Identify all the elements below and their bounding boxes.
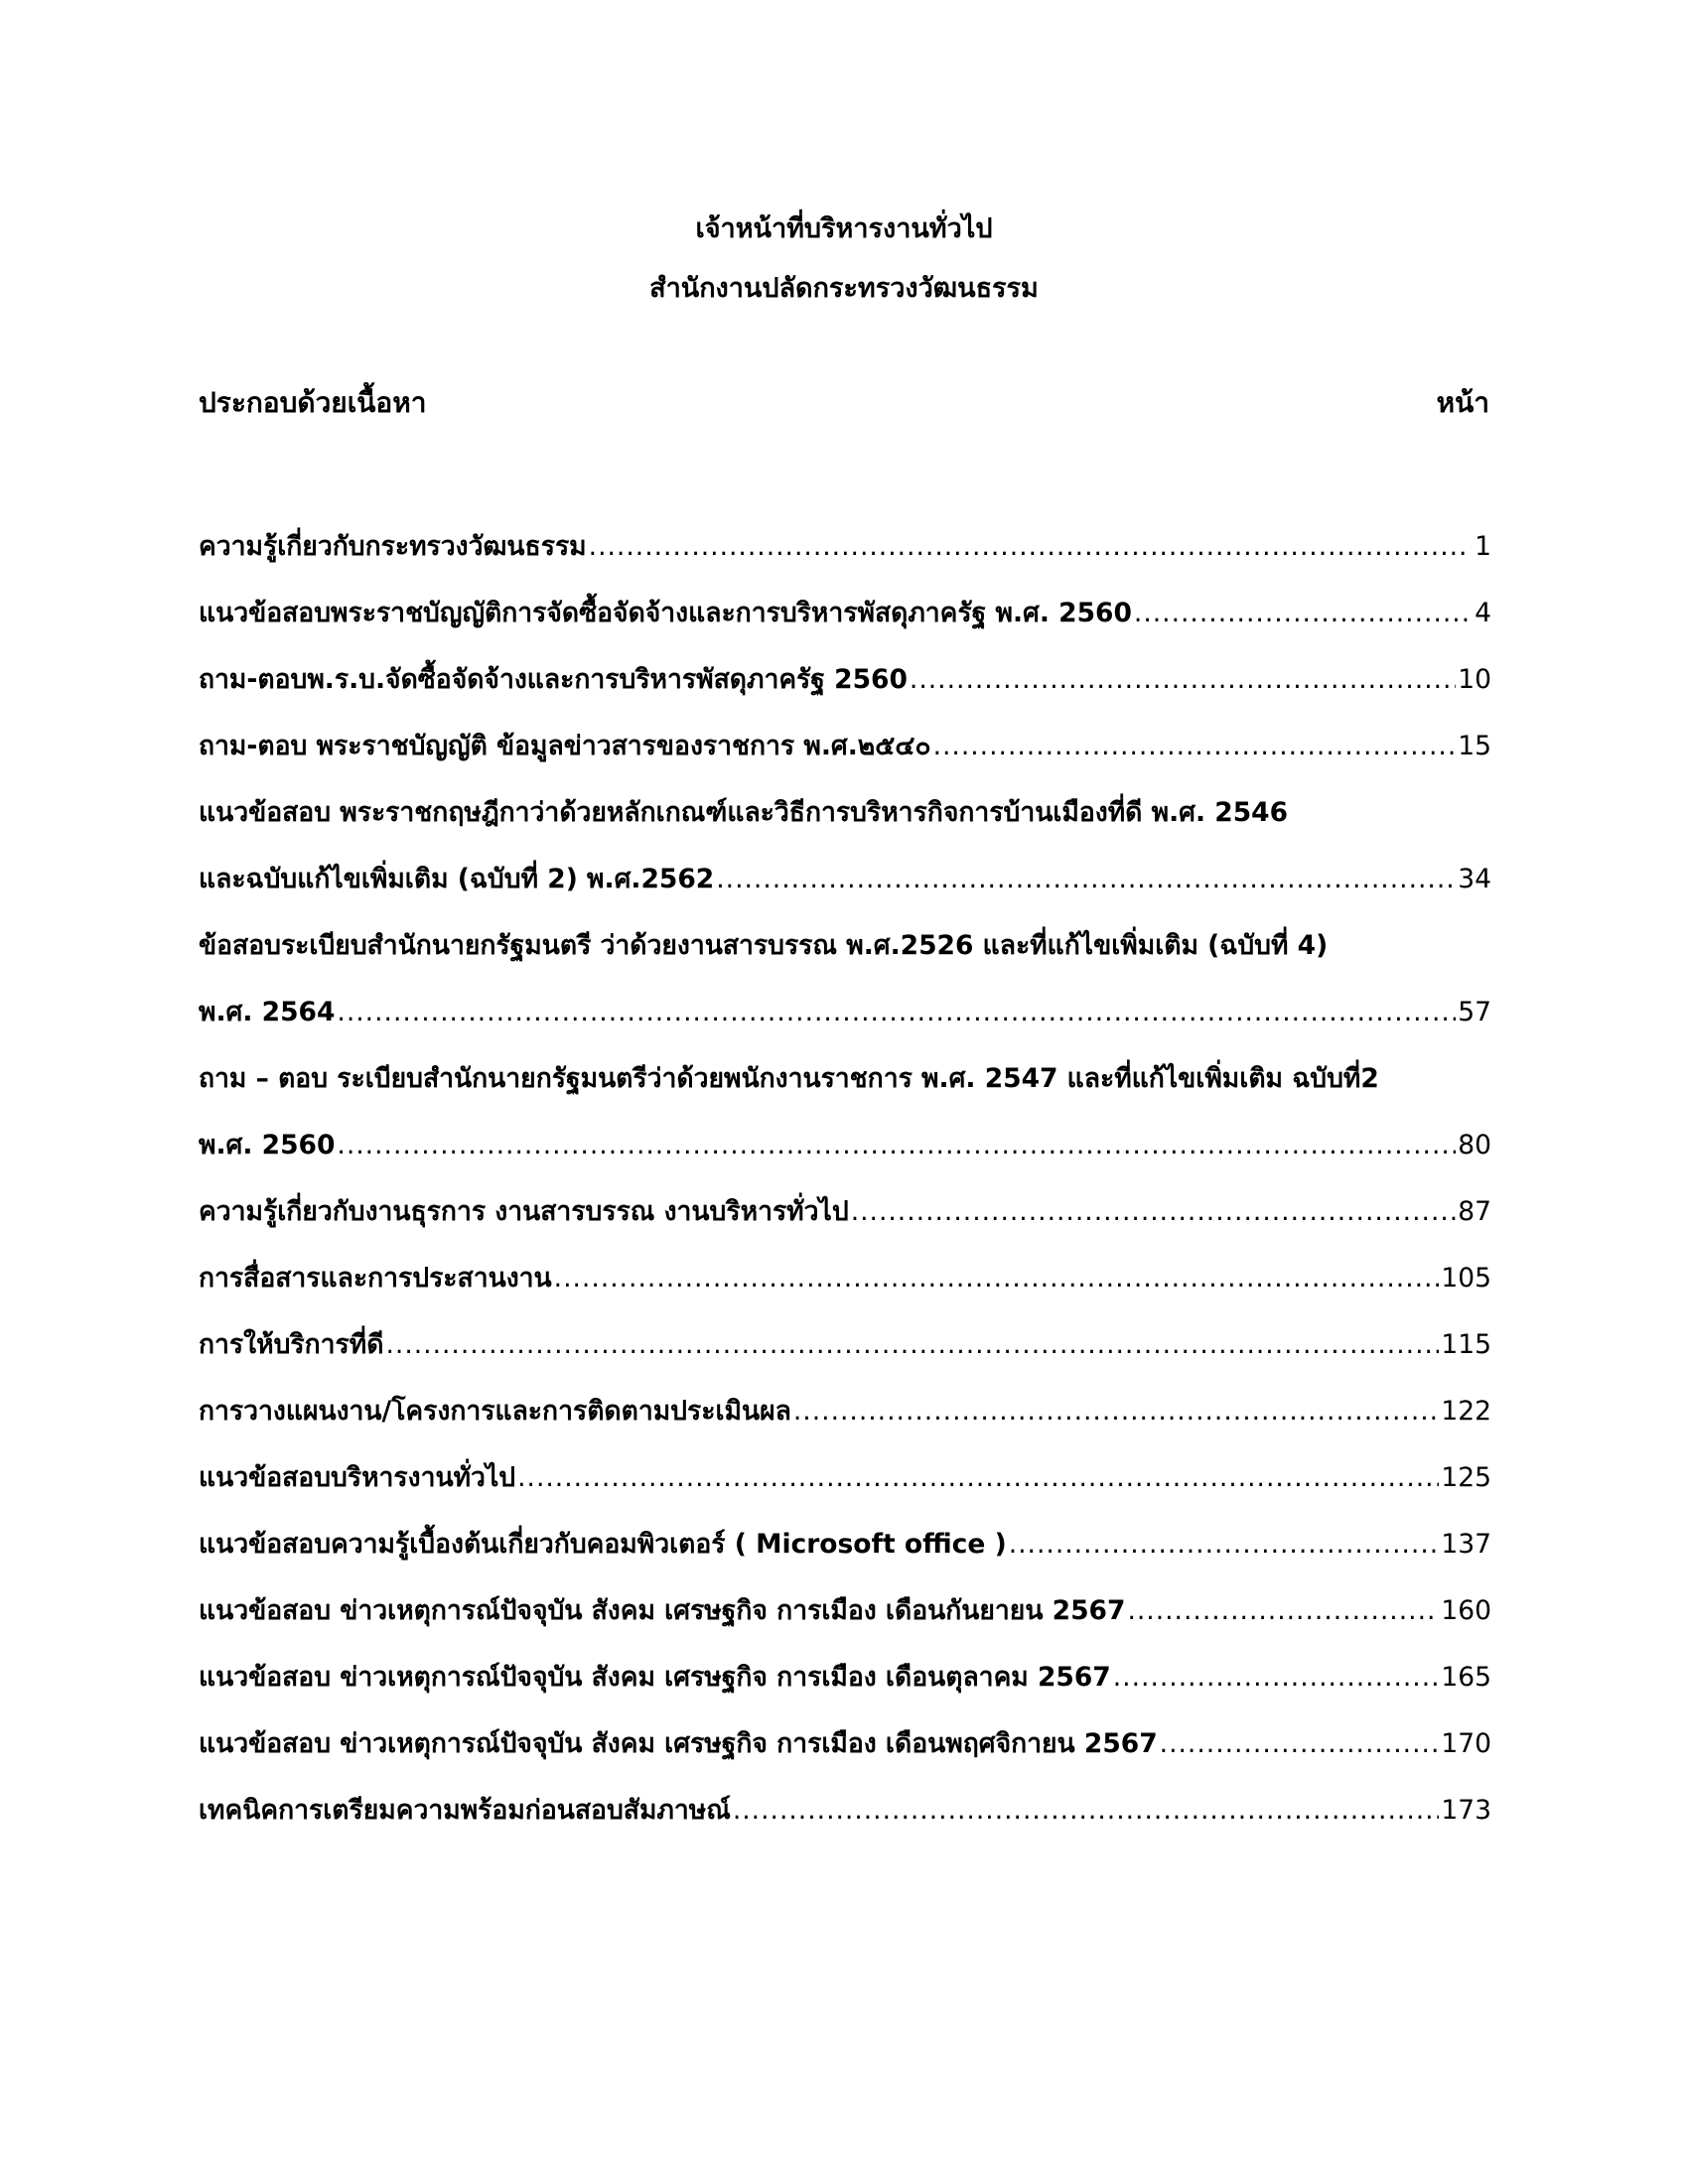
toc-entry-text: เทคนิคการเตรียมความพร้อมก่อนสอบสัมภาษณ์: [199, 1795, 731, 1827]
toc-entry[interactable]: [199, 829, 1491, 895]
dot-leader: [851, 1196, 1457, 1228]
toc-entry-text: แนวข้อสอบ ข่าวเหตุการณ์ปัจจุบัน สังคม เศรษฐกิจ การเมือง เดือนตุลาคม 2567: [199, 1662, 1111, 1694]
toc-entry[interactable]: [199, 1161, 1491, 1228]
toc-entry-text: ข้อสอบระเบียบสำนักนายกรัฐมนตรี ว่าด้วยงานสารบรรณ พ.ศ.2526 และที่แก้ไขเพิ่มเติม (ฉบับที่ 4): [199, 930, 1329, 962]
toc-entry-page: 34: [1458, 864, 1491, 895]
toc-entry[interactable]: [199, 1295, 1491, 1361]
toc-entry-wrapped-line[interactable]: [199, 895, 1491, 962]
toc-entry-page: 80: [1458, 1130, 1491, 1161]
dot-leader: [933, 731, 1457, 762]
toc-entry-text: แนวข้อสอบ ข่าวเหตุการณ์ปัจจุบัน สังคม เศรษฐกิจ การเมือง เดือนกันยายน 2567: [199, 1595, 1126, 1627]
dot-leader: [716, 864, 1456, 895]
toc-entry-text: ความรู้เกี่ยวกับงานธุรการ งานสารบรรณ งานบริหารทั่วไป: [199, 1196, 849, 1228]
toc-entry-page: 125: [1441, 1462, 1491, 1494]
dot-leader: [385, 1329, 1439, 1361]
dot-leader: [554, 1263, 1440, 1295]
toc-entry-page: 170: [1441, 1728, 1491, 1760]
toc-entry-text: ถาม-ตอบพ.ร.บ.จัดซื้อจัดจ้างและการบริหารพัสดุภาครัฐ 2560: [199, 664, 908, 696]
toc-entry-text: การสื่อสารและการประสานงาน: [199, 1263, 552, 1295]
toc-entry[interactable]: [199, 962, 1491, 1028]
toc-entry[interactable]: [199, 629, 1491, 696]
toc-entry[interactable]: [199, 1228, 1491, 1295]
toc-entry-text: การให้บริการที่ดี: [199, 1329, 384, 1361]
toc-entry-page: 160: [1441, 1595, 1491, 1627]
toc-entry-page: 57: [1458, 997, 1491, 1028]
toc-entry-text: พ.ศ. 2564: [199, 997, 336, 1028]
toc-entry[interactable]: [199, 1494, 1491, 1561]
dot-leader: [910, 664, 1456, 696]
toc-entry[interactable]: [199, 1361, 1491, 1428]
toc-entry-text: แนวข้อสอบพระราชบัญญัติการจัดซื้อจัดจ้างและการบริหารพัสดุภาครัฐ พ.ศ. 2560: [199, 598, 1132, 629]
toc-entry[interactable]: [199, 1760, 1491, 1827]
toc-entry-text: แนวข้อสอบบริหารงานทั่วไป: [199, 1462, 516, 1494]
dot-leader: [1113, 1662, 1440, 1694]
toc-entry[interactable]: [199, 1095, 1491, 1161]
toc-entry-page: 15: [1458, 731, 1491, 762]
toc-entry-text: ถาม – ตอบ ระเบียบสำนักนายกรัฐมนตรีว่าด้วยพนักงานราชการ พ.ศ. 2547 และที่แก้ไขเพิ่มเติม ฉบับที่2: [199, 1063, 1379, 1095]
toc-entry-text: แนวข้อสอบความรู้เบื้องต้นเกี่ยวกับคอมพิวเตอร์ ( Microsoft office ): [199, 1529, 1007, 1561]
contents-heading: ประกอบด้วยเนื้อหา: [199, 386, 427, 419]
dot-leader: [1009, 1529, 1440, 1561]
toc-entry-text: การวางแผนงาน/โครงการและการติดตามประเมินผล: [199, 1396, 791, 1428]
toc-entry-wrapped-line[interactable]: [199, 762, 1491, 829]
toc-entry[interactable]: [199, 696, 1491, 762]
toc-entry-page: 122: [1441, 1396, 1491, 1428]
dot-leader: [337, 997, 1456, 1028]
dot-leader: [517, 1462, 1439, 1494]
dot-leader: [1134, 598, 1470, 629]
toc-entry-text: ความรู้เกี่ยวกับกระทรวงวัฒนธรรม: [199, 531, 587, 563]
toc-entry[interactable]: [199, 496, 1491, 563]
toc-entry[interactable]: [199, 1627, 1491, 1694]
toc-entry-page: 87: [1458, 1196, 1491, 1228]
toc-entry-text: แนวข้อสอบ ข่าวเหตุการณ์ปัจจุบัน สังคม เศรษฐกิจ การเมือง เดือนพฤศจิกายน 2567: [199, 1728, 1158, 1760]
document-subtitle: สำนักงานปลัดกระทรวงวัฒนธรรม: [649, 273, 1039, 304]
toc-entry-text: ถาม-ตอบ พระราชบัญญัติ ข้อมูลข่าวสารของราชการ พ.ศ.๒๕๔๐: [199, 731, 931, 762]
toc-entry[interactable]: [199, 1428, 1491, 1494]
dot-leader: [337, 1130, 1456, 1161]
dot-leader: [589, 531, 1470, 563]
toc-entry-text: และฉบับแก้ไขเพิ่มเติม (ฉบับที่ 2) พ.ศ.2562: [199, 864, 715, 895]
toc-entry-wrapped-line[interactable]: [199, 1028, 1491, 1095]
toc-entry[interactable]: [199, 1561, 1491, 1627]
toc-entry-page: 10: [1458, 664, 1491, 696]
dot-leader: [1127, 1595, 1439, 1627]
dot-leader: [1160, 1728, 1440, 1760]
toc-entry-page: 4: [1475, 598, 1491, 629]
toc-entry-page: 105: [1441, 1263, 1491, 1295]
toc-entry-page: 115: [1441, 1329, 1491, 1361]
table-of-contents: [199, 496, 1491, 1827]
toc-entry-page: 137: [1441, 1529, 1491, 1561]
document-title: เจ้าหน้าที่บริหารงานทั่วไป: [695, 213, 993, 244]
dot-leader: [793, 1396, 1440, 1428]
dot-leader: [733, 1795, 1440, 1827]
toc-entry[interactable]: [199, 563, 1491, 629]
toc-entry-page: 1: [1475, 531, 1491, 563]
toc-entry-page: 173: [1441, 1795, 1491, 1827]
page-column-heading: หน้า: [1436, 386, 1489, 419]
toc-entry-page: 165: [1441, 1662, 1491, 1694]
toc-entry[interactable]: [199, 1694, 1491, 1760]
toc-entry-text: แนวข้อสอบ พระราชกฤษฎีกาว่าด้วยหลักเกณฑ์และวิธีการบริหารกิจการบ้านเมืองที่ดี พ.ศ. 2546: [199, 797, 1289, 829]
toc-entry-text: พ.ศ. 2560: [199, 1130, 336, 1161]
